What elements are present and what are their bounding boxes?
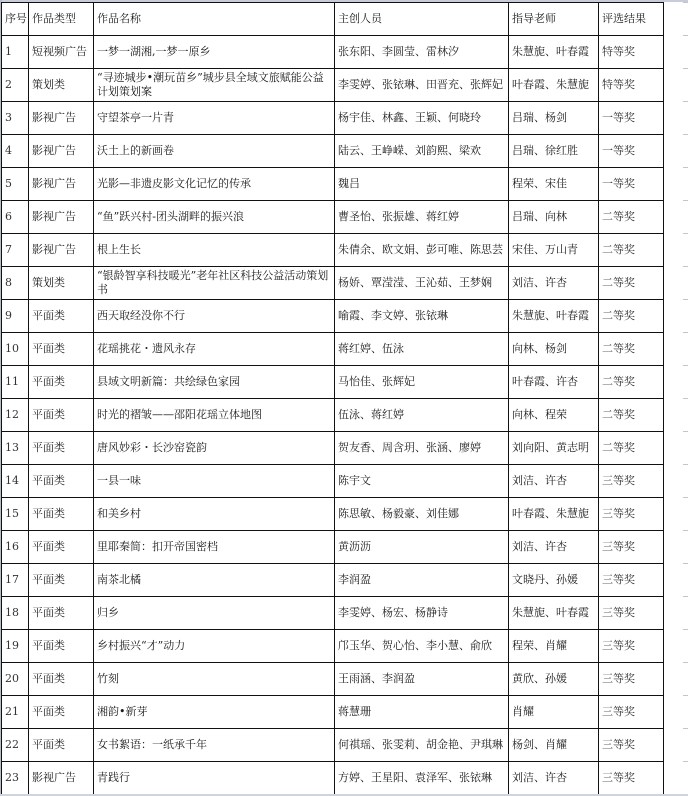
header-creators[interactable]: 主创人员 [335,3,509,36]
cell-result[interactable]: 一等奖 [599,135,664,168]
cell-creators[interactable]: 李雯婷、张铱琳、田晋充、张辉妃 [335,69,509,102]
table-body [2,36,664,795]
header-no[interactable]: 序号 [2,3,29,36]
cell-result[interactable]: 二等奖 [599,366,664,399]
cell-result[interactable]: 三等奖 [599,597,664,630]
cell-advisors[interactable]: 叶春霞、朱慧旎 [509,69,599,102]
cell-advisors[interactable]: 程荣、肖耀 [509,630,599,663]
cell-result[interactable]: 三等奖 [599,531,664,564]
table-row [2,366,664,399]
cell-name[interactable]: 归乡 [94,597,335,630]
cell-advisors[interactable]: 刘洁、许杏 [509,267,599,300]
table-row [2,531,664,564]
cell-advisors[interactable]: 向林、程荣 [509,399,599,432]
cell-no[interactable]: 5 [2,168,29,201]
table-row [2,564,664,597]
cell-no[interactable]: 11 [2,366,29,399]
cell-creators[interactable]: 伍泳、蒋红婷 [335,399,509,432]
cell-name[interactable]: “银龄智享科技暖光”老年社区科技公益活动策划书 [94,267,335,300]
cell-creators[interactable]: 邝玉华、贺心怡、李小慧、俞欣 [335,630,509,663]
table-row [2,597,664,630]
cell-result[interactable]: 三等奖 [599,498,664,531]
table-row [2,168,664,201]
cell-creators[interactable]: 方婷、王星阳、袁泽军、张铱琳 [335,762,509,795]
cell-no[interactable]: 18 [2,597,29,630]
cell-no[interactable]: 4 [2,135,29,168]
cell-type[interactable]: 平面类 [29,498,94,531]
cell-result[interactable]: 三等奖 [599,696,664,729]
cell-result[interactable]: 二等奖 [599,201,664,234]
cell-name[interactable]: 守望茶亭一片青 [94,102,335,135]
awards-table [1,2,664,795]
cell-no[interactable]: 15 [2,498,29,531]
gridline-tick [683,35,688,36]
cell-type[interactable]: 平面类 [29,630,94,663]
cell-name[interactable]: 南茶北橘 [94,564,335,597]
cell-result[interactable]: 二等奖 [599,234,664,267]
table-row [2,201,664,234]
cell-creators[interactable]: 贺友香、周含玥、张涵、廖婷 [335,432,509,465]
cell-result[interactable]: 三等奖 [599,630,664,663]
cell-creators[interactable]: 陈思敏、杨毅豪、刘佳娜 [335,498,509,531]
cell-result[interactable]: 二等奖 [599,267,664,300]
cell-no[interactable]: 1 [2,36,29,69]
cell-name[interactable]: 女书絮语：一纸承千年 [94,729,335,762]
cell-type[interactable]: 平面类 [29,729,94,762]
cell-no[interactable]: 23 [2,762,29,795]
cell-result[interactable]: 二等奖 [599,300,664,333]
cell-creators[interactable]: 杨娇、覃滢滢、王沁茹、王梦娴 [335,267,509,300]
gridline-tick [683,134,688,135]
cell-creators[interactable]: 马怡佳、张辉妃 [335,366,509,399]
cell-type[interactable]: 影视广告 [29,201,94,234]
cell-advisors[interactable]: 吕瑞、徐红胜 [509,135,599,168]
cell-creators[interactable]: 陈宇文 [335,465,509,498]
cell-name[interactable]: 青践行 [94,762,335,795]
cell-advisors[interactable]: 黄欣、孙媛 [509,663,599,696]
cell-creators[interactable]: 李润盈 [335,564,509,597]
gridline-tick [683,332,688,333]
cell-type[interactable]: 平面类 [29,399,94,432]
cell-type[interactable]: 平面类 [29,564,94,597]
cell-result[interactable]: 二等奖 [599,399,664,432]
table-row [2,300,664,333]
cell-advisors[interactable]: 叶春霞、朱慧旎 [509,498,599,531]
cell-creators[interactable]: 王雨涵、李润盈 [335,663,509,696]
cell-name[interactable]: 竹刻 [94,663,335,696]
cell-name[interactable]: “鱼”跃兴村-团头湖畔的振兴浪 [94,201,335,234]
gridline-tick [683,761,688,762]
cell-type[interactable]: 影视广告 [29,234,94,267]
cell-advisors[interactable]: 肖耀 [509,696,599,729]
cell-type[interactable]: 平面类 [29,663,94,696]
gridline-tick [683,596,688,597]
table-row [2,432,664,465]
gridline-tick [683,299,688,300]
gridline-tick [683,68,688,69]
header-row [2,3,664,36]
cell-result[interactable]: 特等奖 [599,69,664,102]
cell-type[interactable]: 平面类 [29,531,94,564]
cell-result[interactable]: 三等奖 [599,564,664,597]
table-row [2,234,664,267]
gridline-tick [683,497,688,498]
cell-no[interactable]: 13 [2,432,29,465]
cell-no[interactable]: 9 [2,300,29,333]
gridline-tick [683,2,688,3]
cell-type[interactable]: 影视广告 [29,168,94,201]
cell-creators[interactable]: 杨宇佳、林鑫、王颖、何晓玲 [335,102,509,135]
gridline-tick [683,563,688,564]
table-row [2,36,664,69]
cell-name[interactable]: 西天取经没你不行 [94,300,335,333]
cell-advisors[interactable]: 吕瑞、向林 [509,201,599,234]
cell-name[interactable]: 光影—非遗皮影文化记忆的传承 [94,168,335,201]
cell-no[interactable]: 8 [2,267,29,300]
table-row [2,135,664,168]
table-row [2,762,664,795]
cell-no[interactable]: 14 [2,465,29,498]
cell-name[interactable]: 沃土上的新画卷 [94,135,335,168]
table-row [2,729,664,762]
cell-type[interactable]: 平面类 [29,300,94,333]
cell-name[interactable]: 里耶秦简：扣开帝国密档 [94,531,335,564]
cell-advisors[interactable]: 吕瑞、杨剑 [509,102,599,135]
cell-creators[interactable]: 魏吕 [335,168,509,201]
adjacent-column-gridlines [683,0,688,796]
cell-name[interactable]: 根上生长 [94,234,335,267]
table-row [2,498,664,531]
cell-no[interactable]: 20 [2,663,29,696]
gridline-tick [683,464,688,465]
cell-result[interactable]: 三等奖 [599,729,664,762]
cell-advisors[interactable]: 刘向阳、黄志明 [509,432,599,465]
gridline-tick [683,167,688,168]
cell-name[interactable]: 县域文明新篇：共绘绿色家园 [94,366,335,399]
header-type[interactable]: 作品类型 [29,3,94,36]
gridline-tick [683,365,688,366]
cell-advisors[interactable]: 朱慧旎、叶春霞 [509,597,599,630]
cell-advisors[interactable]: 杨剑、肖耀 [509,729,599,762]
cell-type[interactable]: 平面类 [29,432,94,465]
gridline-tick [683,431,688,432]
cell-no[interactable]: 12 [2,399,29,432]
cell-no[interactable]: 22 [2,729,29,762]
cell-no[interactable]: 10 [2,333,29,366]
cell-advisors[interactable]: 刘洁、许杏 [509,762,599,795]
cell-name[interactable]: 时光的褶皱——邵阳花瑶立体地图 [94,399,335,432]
cell-name[interactable]: 湘韵•新芽 [94,696,335,729]
gridline-tick [683,695,688,696]
table-row [2,102,664,135]
cell-type[interactable]: 影视广告 [29,135,94,168]
cell-advisors[interactable]: 刘洁、许杏 [509,531,599,564]
cell-name[interactable]: 唐风妙彩・长沙窑瓷韵 [94,432,335,465]
cell-creators[interactable]: 蒋红婷、伍泳 [335,333,509,366]
table-row [2,465,664,498]
cell-name[interactable]: 一县一味 [94,465,335,498]
cell-advisors[interactable]: 朱慧旎、叶春霞 [509,300,599,333]
table-row [2,399,664,432]
cell-advisors[interactable]: 向林、杨剑 [509,333,599,366]
cell-name[interactable]: 乡村振兴“才”动力 [94,630,335,663]
cell-no[interactable]: 19 [2,630,29,663]
gridline-tick [683,530,688,531]
cell-result[interactable]: 二等奖 [599,333,664,366]
table-row [2,663,664,696]
cell-creators[interactable]: 张东阳、李圆莹、雷林汐 [335,36,509,69]
cell-no[interactable]: 3 [2,102,29,135]
cell-name[interactable]: 和美乡村 [94,498,335,531]
cell-creators[interactable]: 李雯婷、杨宏、杨静诗 [335,597,509,630]
header-advisors[interactable]: 指导老师 [509,3,599,36]
cell-advisors[interactable]: 刘洁、许杏 [509,465,599,498]
cell-type[interactable]: 平面类 [29,333,94,366]
cell-type[interactable]: 短视频广告 [29,36,94,69]
cell-result[interactable]: 特等奖 [599,36,664,69]
table-row [2,696,664,729]
cell-creators[interactable]: 朱倩余、欧文娟、彭可唯、陈思芸 [335,234,509,267]
cell-type[interactable]: 平面类 [29,465,94,498]
cell-advisors[interactable]: 文晓丹、孙媛 [509,564,599,597]
cell-type[interactable]: 平面类 [29,696,94,729]
cell-no[interactable]: 21 [2,696,29,729]
table-row [2,630,664,663]
cell-creators[interactable]: 黄沥沥 [335,531,509,564]
cell-advisors[interactable]: 程荣、宋佳 [509,168,599,201]
table-row [2,333,664,366]
gridline-tick [683,662,688,663]
cell-no[interactable]: 17 [2,564,29,597]
cell-result[interactable]: 三等奖 [599,465,664,498]
gridline-tick [683,728,688,729]
cell-creators[interactable]: 何祺瑶、张雯莉、胡金艳、尹琪琳 [335,729,509,762]
cell-no[interactable]: 16 [2,531,29,564]
table-row [2,267,664,300]
gridline-tick [683,101,688,102]
cell-name[interactable]: 一梦一湖湘,一梦一原乡 [94,36,335,69]
cell-advisors[interactable]: 宋佳、万山青 [509,234,599,267]
gridline-tick [683,398,688,399]
cell-no[interactable]: 6 [2,201,29,234]
cell-advisors[interactable]: 叶春霞、许杏 [509,366,599,399]
cell-creators[interactable]: 喻霞、李文婷、张铱琳 [335,300,509,333]
cell-advisors[interactable]: 朱慧旎、叶春霞 [509,36,599,69]
gridline-tick [683,200,688,201]
cell-type[interactable]: 策划类 [29,69,94,102]
cell-result[interactable]: 一等奖 [599,102,664,135]
header-result[interactable]: 评选结果 [599,3,664,36]
cell-type[interactable]: 策划类 [29,267,94,300]
cell-creators[interactable]: 曹圣怡、张振雄、蒋红婷 [335,201,509,234]
cell-type[interactable]: 平面类 [29,597,94,630]
cell-creators[interactable]: 陆云、王峥嵘、刘韵熙、梁欢 [335,135,509,168]
cell-name[interactable]: “寻迹城步•潮玩苗乡”城步县全域文旅赋能公益计划策划案 [94,69,335,102]
cell-no[interactable]: 2 [2,69,29,102]
cell-name[interactable]: 花瑶挑花・遗风永存 [94,333,335,366]
cell-creators[interactable]: 蒋慧珊 [335,696,509,729]
cell-result[interactable]: 三等奖 [599,762,664,795]
cell-type[interactable]: 影视广告 [29,762,94,795]
cell-result[interactable]: 一等奖 [599,168,664,201]
gridline-tick [683,266,688,267]
cell-result[interactable]: 二等奖 [599,432,664,465]
header-name[interactable]: 作品名称 [94,3,335,36]
cell-type[interactable]: 影视广告 [29,102,94,135]
table-row [2,69,664,102]
cell-type[interactable]: 平面类 [29,366,94,399]
gridline-tick [683,233,688,234]
gridline-tick [683,629,688,630]
cell-no[interactable]: 7 [2,234,29,267]
cell-result[interactable]: 三等奖 [599,663,664,696]
